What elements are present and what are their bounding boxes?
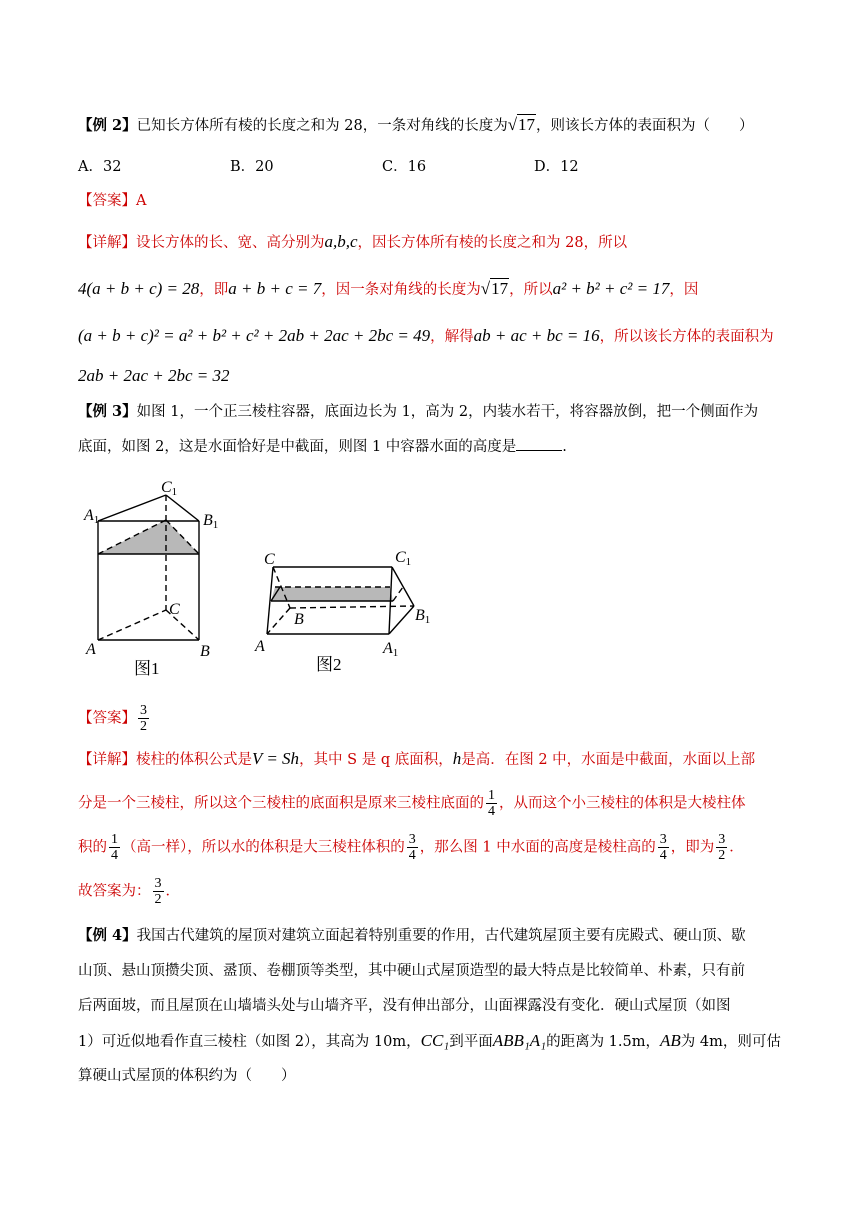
figure-1-labels [83, 479, 218, 660]
ex3-question-2 [78, 436, 567, 458]
ex4-math-plane: ABB₁A₁ [492, 1031, 547, 1050]
ex2-detail-text: ，因长方体所有棱的长度之和为 28，所以 [357, 235, 628, 251]
label-b: B [200, 643, 210, 660]
fraction-1-4: $\frac{1}{4}$ [111, 832, 118, 863]
ex2-tag: 【例 2】 [78, 117, 137, 134]
ex4-text: 算硬山式屋顶的体积约为（ ） [78, 1068, 296, 1084]
prism-figures [0, 470, 868, 700]
ex2-detail-4 [78, 365, 230, 388]
ex3-h: h [452, 749, 462, 768]
ex3-detail-text: 棱柱的体积公式是 [136, 752, 252, 768]
ex3-detail-text: ，那么图 1 中水面的高度是棱柱高的 [419, 839, 656, 856]
ex3-question-1 [78, 401, 758, 423]
ex3-detail-4 [78, 876, 180, 907]
ex3-detail-text: ，从而这个小三棱柱的体积是大棱柱体 [499, 795, 746, 812]
ex3-detail-2 [78, 788, 746, 819]
ex4-line-4 [78, 1030, 781, 1053]
ex3-question-text: 如图 1，一个正三棱柱容器，底面边长为 1，高为 2，内装水若干，将容器放倒，把一个侧面作为 [136, 404, 759, 420]
ex4-text: 为 4m，则可估 [680, 1034, 781, 1050]
label-c1: C1 [395, 549, 412, 568]
ex4-text: 后两面坡，而且屋顶在山墙墙头处与山墙齐平，没有伸出部分，山面裸露没有变化．硬山式屋顶（如图 [78, 998, 731, 1014]
ex2-detail-2 [78, 278, 698, 301]
ex2-detail-text: ，因一条对角线的长度为 [321, 282, 481, 298]
option-b: B．20 [230, 159, 274, 175]
ex3-detail-tag: 【详解】 [78, 752, 136, 768]
ex2-detail-text: ，解得 [430, 329, 474, 345]
ex4-line-1 [78, 925, 746, 947]
label-a: A [255, 638, 265, 655]
ex2-detail-tag: 【详解】 [78, 235, 136, 251]
ex4-line-5 [78, 1065, 296, 1087]
ex2-eq-4: (a + b + c)² = a² + b² + c² + 2ab + 2ac + 2bc = 49 [78, 326, 431, 345]
ex4-math-ab: AB [660, 1031, 681, 1050]
ex2-detail-text: ，所以 [509, 282, 553, 298]
ex4-text: 到平面 [449, 1034, 493, 1050]
ex2-eq-5: ab + ac + bc = 16 [473, 326, 600, 345]
figure-1 [98, 495, 199, 640]
ex3-detail-text: 是高．在图 2 中，水面是中截面，水面以上部 [461, 752, 756, 768]
figure-1-caption: 图1 [134, 659, 160, 678]
fig2-water-surface [271, 587, 393, 601]
ex2-eq-1: 4(a + b + c) = 28 [78, 279, 200, 298]
ex3-detail-end: ． [729, 839, 744, 856]
ex2-detail-1 [78, 231, 627, 254]
label-c: C [169, 601, 180, 618]
ex2-answer [78, 190, 146, 212]
ex3-tag: 【例 3】 [78, 403, 137, 420]
ex3-detail-3 [78, 832, 744, 863]
ex4-text: 我国古代建筑的屋顶对建筑立面起着特别重要的作用，古代建筑屋顶主要有庑殿式、硬山顶、歇 [136, 928, 746, 944]
label-a1: A1 [383, 640, 399, 659]
ex3-detail-text: ，即为 [670, 839, 715, 856]
ex2-detail-text: 设长方体的长、宽、高分别为 [136, 235, 325, 251]
fig1-water-surface [98, 520, 199, 554]
ex4-tag: 【例 4】 [78, 927, 137, 944]
ex3-question-text: 底面，如图 2，这是水面恰好是中截面，则图 1 中容器水面的高度是 [78, 439, 517, 455]
option-d: D．12 [534, 159, 579, 175]
fraction-3-4: $\frac{3}{4}$ [408, 832, 416, 863]
ex3-question-end: . [562, 439, 567, 455]
option-c: C．16 [382, 159, 427, 175]
label-b1: B1 [203, 512, 219, 531]
label-a1: A1 [84, 507, 100, 526]
ex3-final-answer-label: 故答案为： [78, 883, 151, 900]
ex3-detail-1 [78, 748, 755, 771]
ex4-text: 山顶、悬山顶攒尖顶、盝顶、卷棚顶等类型，其中硬山式屋顶造型的最大特点是比较简单、朴素，只有前 [78, 963, 745, 979]
option-a: A．32 [78, 159, 122, 175]
ex4-line-2 [78, 960, 745, 982]
ex3-formula: V = Sh [252, 749, 300, 768]
ex2-eq-2: a + b + c = 7 [228, 279, 322, 298]
ex3-detail-text: 积的 [78, 839, 107, 856]
label-c: C [264, 551, 275, 568]
label-b: B [294, 611, 304, 628]
ex2-options [78, 156, 579, 178]
ex2-answer-tag: 【答案】 [78, 193, 136, 209]
ex3-answer-tag: 【答案】 [78, 710, 136, 727]
ex2-question-end: ，则该长方体的表面积为（ ） [536, 118, 754, 134]
ex3-answer-fraction: $\frac{3}{2}$ [140, 703, 147, 734]
ex3-detail-text: ，其中 S 是 q 底面积， [299, 752, 453, 768]
ex2-detail-3 [78, 325, 774, 348]
answer-blank [516, 436, 562, 451]
figure-2-labels [254, 549, 430, 659]
label-a: A [86, 641, 96, 658]
ex4-line-3 [78, 995, 731, 1017]
label-b1: B1 [415, 607, 431, 626]
ex2-detail-text: ，即 [199, 282, 229, 298]
ex4-math-cc1: CC₁ [420, 1031, 450, 1050]
ex3-detail-text: （高一样），所以水的体积是大三棱柱体积的 [122, 839, 405, 856]
ex4-text: 1）可近似地看作直三棱柱（如图 2），其高为 10m， [78, 1034, 421, 1050]
ex2-detail-text: ，所以该长方体的表面积为 [599, 329, 774, 345]
ex3-detail-end: ． [165, 883, 180, 900]
ex2-answer-value: A [136, 193, 147, 209]
ex2-question-text: 已知长方体所有棱的长度之和为 28，一条对角线的长度为 [136, 118, 508, 134]
ex2-sqrt: √17 [507, 115, 536, 134]
ex3-detail-text: 分是一个三棱柱，所以这个三棱柱的底面积是原来三棱柱底面的 [78, 795, 484, 812]
ex2-detail-text: ，因 [669, 282, 699, 298]
fraction-1-4: $\frac{1}{4}$ [488, 788, 495, 819]
ex2-eq-3: a² + b² + c² = 17 [552, 279, 670, 298]
ex3-answer [78, 703, 151, 734]
fraction-3-2: $\frac{3}{2}$ [718, 832, 726, 863]
ex2-question [78, 114, 754, 137]
label-c1: C1 [161, 479, 178, 498]
fraction-3-4: $\frac{3}{4}$ [659, 832, 667, 863]
figure-2 [267, 567, 414, 634]
ex4-text: 的距离为 1.5m， [546, 1034, 660, 1050]
fraction-3-2: $\frac{3}{2}$ [154, 876, 162, 907]
ex2-math-abc: a,b,c [324, 232, 358, 251]
figure-2-caption: 图2 [316, 655, 342, 674]
ex2-sqrt-2: √17 [480, 279, 509, 298]
ex2-eq-6: 2ab + 2ac + 2bc = 32 [78, 366, 230, 385]
